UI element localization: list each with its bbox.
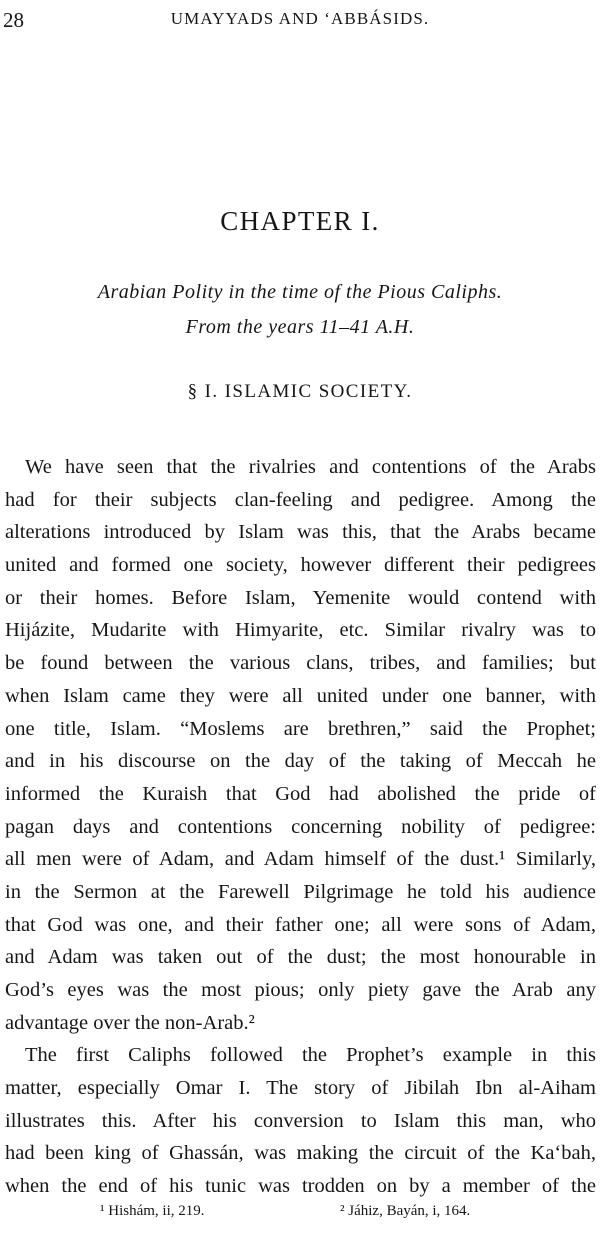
text-line: and in his discourse on the day of the taking of Meccah he — [5, 750, 596, 773]
footnotes — [0, 1203, 600, 1229]
text-line: when Islam came they were all united under one banner, with — [5, 684, 596, 707]
text-line: be found between the various clans, tribes, and families; but — [5, 652, 596, 675]
chapter-subtitle-line-2: From the years 11–41 A.H. — [185, 316, 415, 338]
text-line: God’s eyes was the most pious; only piety gave the Arab any — [5, 979, 596, 1001]
text-line: pagan days and contentions concerning nobility of pedigree: — [5, 815, 596, 838]
text-line: or their homes. Before Islam, Yemenite would contend with — [5, 586, 596, 609]
text-line: and Adam was taken out of the dust; the most honourable in — [5, 946, 596, 969]
chapter-title: CHAPTER I. — [220, 206, 380, 236]
section-heading: § I. ISLAMIC SOCIETY. — [187, 381, 413, 402]
running-title: UMAYYADS AND ‘ABBÁSIDS. — [170, 9, 430, 28]
chapter-subtitle-line-1: Arabian Polity in the time of the Pious Caliphs. — [97, 281, 503, 303]
text-line: all men were of Adam, and Adam himself of the dust.¹ Similarly, — [5, 848, 596, 871]
text-line: united and formed one society, however different their pedigrees — [5, 554, 596, 577]
text-line: alterations introduced by Islam was this, that the Arabs became — [5, 521, 596, 544]
text-line: had been king of Ghassán, was making the circuit of the Ka‘bah, — [5, 1142, 596, 1165]
text-line: when the end of his tunic was trodden on by a member of the — [5, 1175, 596, 1198]
text-line: one title, Islam. “Moslems are brethren,” said the Prophet; — [5, 717, 596, 740]
text-line: in the Sermon at the Farewell Pilgrimage he told his audience — [5, 880, 596, 903]
text-line: We have seen that the rivalries and contentions of the Arabs — [25, 456, 596, 478]
page-number: 28 — [3, 8, 24, 32]
text-line: The first Caliphs followed the Prophet’s example in this — [25, 1044, 596, 1067]
text-line: advantage over the non-Arab.² — [5, 1011, 255, 1034]
text-line: that God was one, and their father one; all were sons of Adam, — [5, 913, 596, 936]
running-head — [0, 6, 600, 36]
text-line: Hijázite, Mudarite with Himyarite, etc. Similar rivalry was to — [5, 619, 596, 642]
body-text — [5, 451, 596, 1203]
footnote-1: ¹ Hishám, ii, 219. — [100, 1203, 205, 1219]
text-line: informed the Kuraish that God had abolished the pride of — [5, 782, 596, 805]
text-line: illustrates this. After his conversion to Islam this man, who — [5, 1109, 596, 1132]
text-line: matter, especially Omar I. The story of Jibilah Ibn al-Aiham — [5, 1077, 596, 1100]
text-line: had for their subjects clan-feeling and pedigree. Among the — [5, 488, 596, 511]
footnote-2: ² Jáhiz, Bayán, i, 164. — [340, 1203, 471, 1219]
